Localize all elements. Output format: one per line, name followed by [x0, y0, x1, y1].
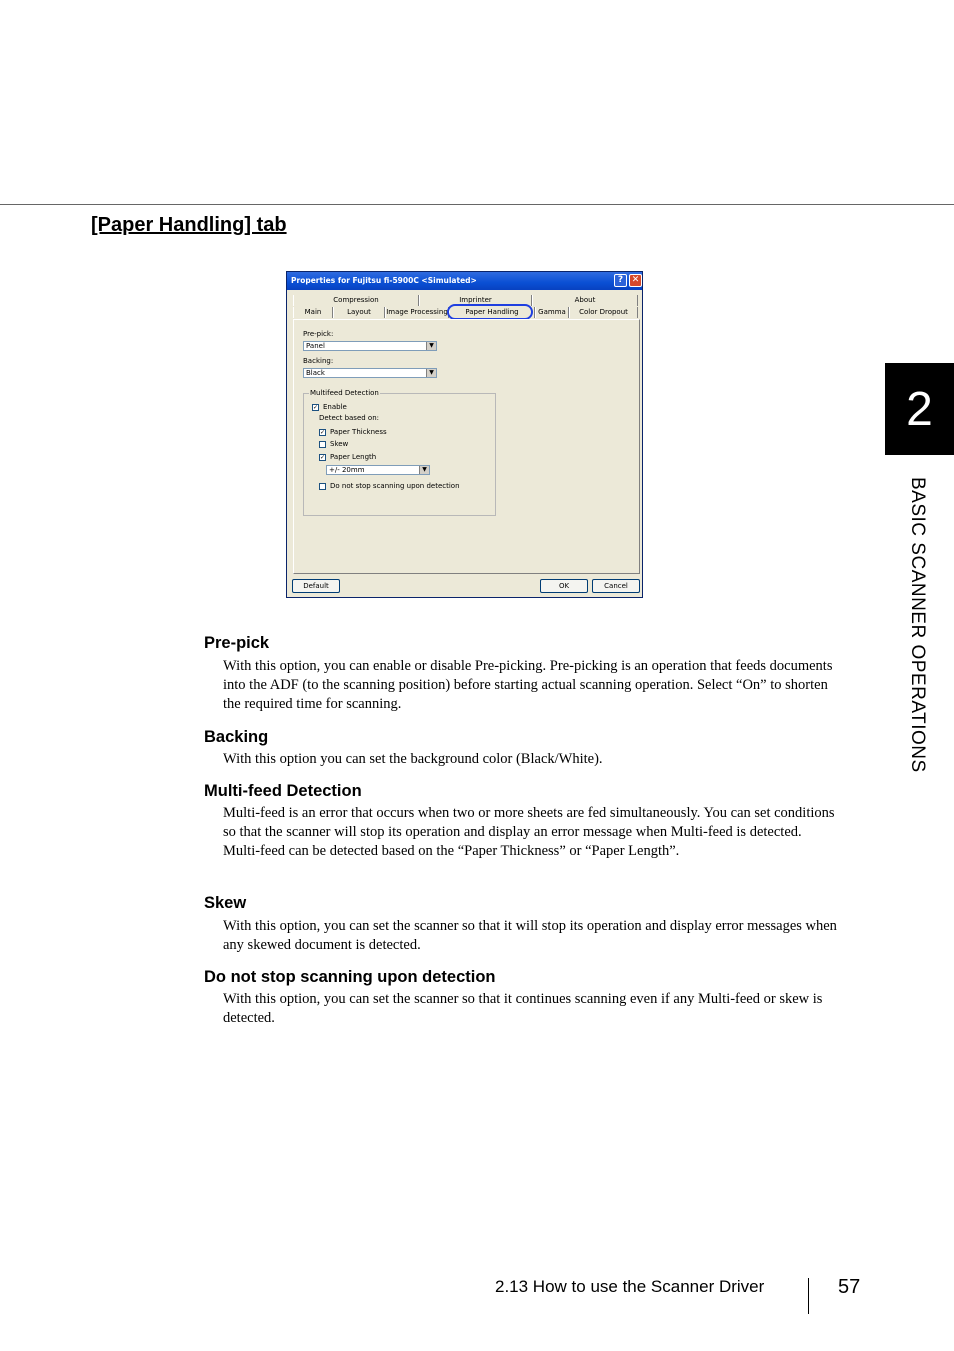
backing-value: Black: [306, 369, 325, 377]
help-icon[interactable]: ?: [614, 274, 627, 287]
chevron-down-icon[interactable]: ▼: [419, 466, 429, 474]
skew-description: [223, 917, 843, 955]
skew-checkbox[interactable]: [319, 441, 326, 448]
dialog-titlebar: [287, 272, 642, 290]
backing-select[interactable]: [303, 368, 437, 378]
default-button[interactable]: Default: [292, 579, 340, 593]
footer-divider: [808, 1278, 809, 1314]
tab-image-processing[interactable]: Image Processing: [386, 308, 448, 316]
ok-button[interactable]: OK: [540, 579, 588, 593]
backing-heading: Backing: [204, 728, 269, 746]
no-stop-text: With this option, you can set the scanner so that it continues scanning even if any Multi-feed or skew is detected.: [223, 991, 823, 1026]
multifeed-description: [223, 804, 843, 861]
dialog-title: Properties for Fujitsu fi-5900C <Simulated>: [291, 276, 477, 285]
tab-paper-handling[interactable]: Paper Handling: [449, 307, 535, 318]
prepick-text: With this option, you can enable or disable Pre-picking. Pre-picking is an operation that feeds documents into the ADF (to the scanning position) before starting actual scanning operation. Select “On” to shorten the required time for scanning.: [223, 658, 833, 712]
length-select[interactable]: [326, 465, 430, 475]
no-stop-description: [223, 990, 843, 1028]
paper-length-checkbox[interactable]: ✓: [320, 454, 326, 461]
paper-handling-highlight: [447, 304, 533, 320]
skew-heading: Skew: [204, 894, 247, 912]
multifeed-group: [303, 389, 496, 516]
backing-text: With this option you can set the background color (Black/White).: [223, 751, 603, 767]
prepick-label: Pre-pick:: [303, 330, 334, 338]
skew-label: Skew: [330, 440, 349, 448]
page-number: 57: [838, 1276, 861, 1298]
cancel-button[interactable]: Cancel: [592, 579, 640, 593]
chapter-title: BASIC SCANNER OPERATIONS: [907, 477, 928, 773]
length-value: +/- 20mm: [329, 466, 365, 474]
multifeed-group-label: Multifeed Detection: [310, 389, 379, 397]
paper-thickness-label: Paper Thickness: [330, 428, 387, 436]
enable-checkbox[interactable]: ✓: [313, 404, 319, 411]
multifeed-text-1: Multi-feed is an error that occurs when two or more sheets are fed simultaneously. You can set conditions so that the scanner will stop its operation and display an error message when Multi-feed is detected.: [223, 805, 835, 840]
backing-description: [223, 750, 843, 769]
prepick-select[interactable]: [303, 341, 437, 351]
tab-compression[interactable]: Compression: [293, 295, 419, 306]
tab-main[interactable]: Main: [293, 307, 333, 318]
prepick-value: Panel: [306, 342, 325, 350]
tab-layout[interactable]: Layout: [333, 307, 385, 318]
backing-label: Backing:: [303, 357, 334, 365]
close-icon[interactable]: ✕: [629, 274, 642, 287]
header-rule: [0, 204, 954, 205]
multifeed-text-2: Multi-feed can be detected based on the “Paper Thickness” or “Paper Length”.: [223, 843, 680, 859]
chevron-down-icon[interactable]: ▼: [426, 369, 436, 377]
paper-handling-panel: [293, 319, 640, 574]
multifeed-heading: Multi-feed Detection: [204, 782, 362, 800]
properties-dialog: [286, 271, 643, 598]
no-stop-checkbox[interactable]: [319, 483, 326, 490]
tab-imprinter[interactable]: Imprinter: [419, 295, 532, 306]
tab-about[interactable]: About: [532, 295, 638, 306]
prepick-description: [223, 657, 843, 714]
chapter-number-tab: 2: [885, 363, 954, 455]
paper-thickness-checkbox[interactable]: ✓: [320, 429, 326, 436]
prepick-heading: Pre-pick: [204, 634, 270, 652]
chevron-down-icon[interactable]: ▼: [426, 342, 436, 350]
footer-section: 2.13 How to use the Scanner Driver: [495, 1277, 765, 1296]
section-title: [Paper Handling] tab: [91, 214, 287, 236]
detect-based-label: Detect based on:: [319, 414, 379, 422]
skew-text: With this option, you can set the scanner so that it will stop its operation and display error messages when any skewed document is detected.: [223, 918, 837, 953]
enable-label: Enable: [323, 403, 347, 411]
paper-length-label: Paper Length: [330, 453, 377, 461]
tab-color-dropout[interactable]: Color Dropout: [569, 307, 638, 318]
no-stop-heading: Do not stop scanning upon detection: [204, 968, 496, 986]
tab-gamma[interactable]: Gamma: [535, 307, 569, 318]
no-stop-label: Do not stop scanning upon detection: [330, 482, 460, 490]
